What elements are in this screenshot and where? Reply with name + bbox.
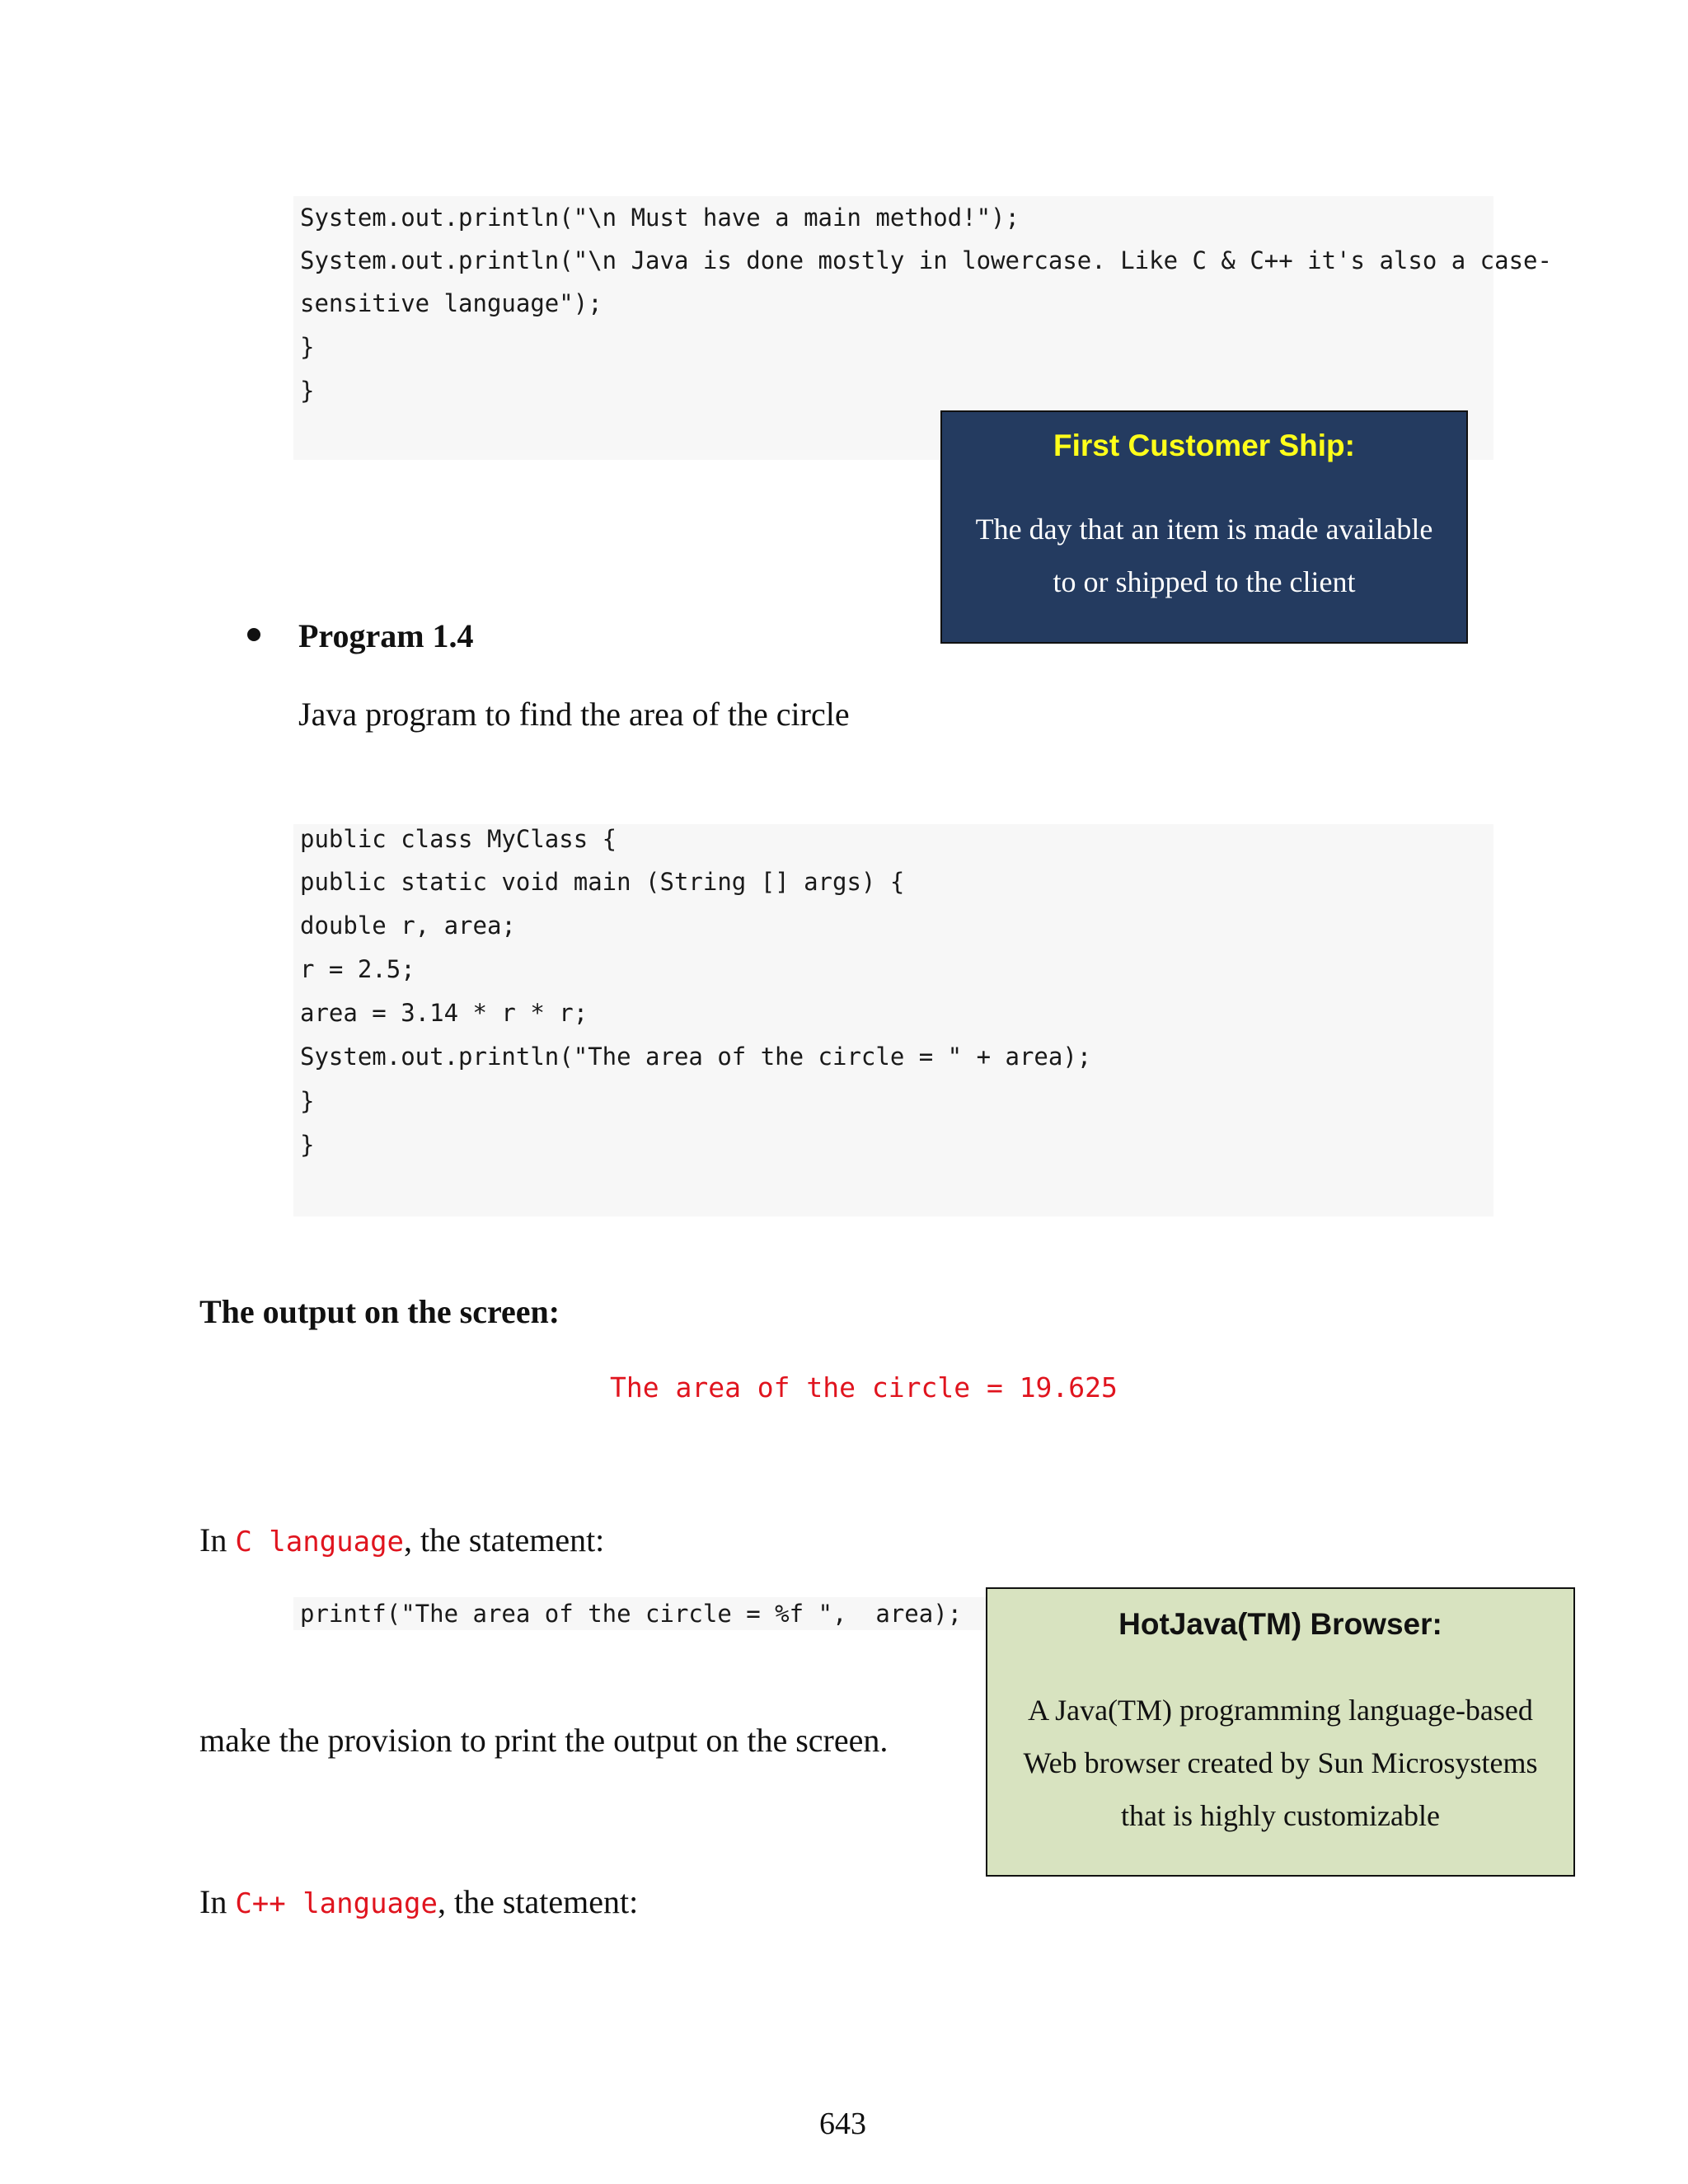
cpp-language-label: C++ language (235, 1887, 438, 1920)
first-customer-ship-callout (940, 410, 1468, 644)
hotjava-browser-callout (986, 1587, 1575, 1877)
program-heading: Program 1.4 (298, 617, 474, 654)
code-line: System.out.println("\n Must have a main method!"); (300, 204, 1020, 232)
output-result: The area of the circle = 19.625 (610, 1371, 1118, 1404)
page-number: 643 (819, 2107, 866, 2141)
code-line: double r, area; (300, 912, 516, 940)
callout-title: HotJava(TM) Browser: (1118, 1607, 1442, 1641)
output-heading: The output on the screen: (199, 1293, 560, 1330)
cpp-language-intro (199, 1882, 638, 1921)
cpp-intro-prefix: In (199, 1883, 236, 1920)
callout-body-line: The day that an item is made available (975, 513, 1433, 546)
c-language-label: C language (235, 1526, 405, 1558)
code-line: } (300, 1131, 315, 1159)
code-line: r = 2.5; (300, 955, 415, 983)
code-line: } (300, 1087, 315, 1115)
code-line: sensitive language"); (300, 289, 603, 317)
callout-body-line: Web browser created by Sun Microsystems (1023, 1746, 1538, 1779)
c-code-snippet (293, 1597, 986, 1630)
code-line: public static void main (String [] args) { (300, 868, 905, 896)
program-description: Java program to find the area of the circle (298, 696, 850, 733)
callout-title: First Customer Ship: (1053, 429, 1355, 462)
code-line: System.out.println("\n Java is done mostly in lowercase. Like C & C++ it's also a case- (300, 246, 1552, 274)
code-line: printf("The area of the circle = %f ", area); (300, 1600, 963, 1628)
code-line: } (300, 377, 315, 405)
c-intro-prefix: In (199, 1521, 236, 1558)
c-note: make the provision to print the output on the screen. (199, 1722, 889, 1759)
callout-body-line: A Java(TM) programming language-based (1028, 1694, 1533, 1727)
callout-body (959, 503, 1450, 608)
code-line: } (300, 333, 315, 361)
c-intro-suffix: , the statement: (404, 1521, 605, 1558)
callout-body (1004, 1684, 1557, 1842)
callout-body-line: that is highly customizable (1121, 1799, 1440, 1832)
bullet-icon (247, 628, 260, 641)
code-line: System.out.println("The area of the circle = " + area); (300, 1043, 1092, 1071)
code-line: area = 3.14 * r * r; (300, 999, 588, 1027)
callout-body-line: to or shipped to the client (1053, 565, 1356, 598)
code-line: public class MyClass { (300, 825, 617, 853)
cpp-intro-suffix: , the statement: (437, 1883, 639, 1920)
code-block-2 (293, 824, 1493, 1216)
c-language-intro (199, 1521, 604, 1559)
